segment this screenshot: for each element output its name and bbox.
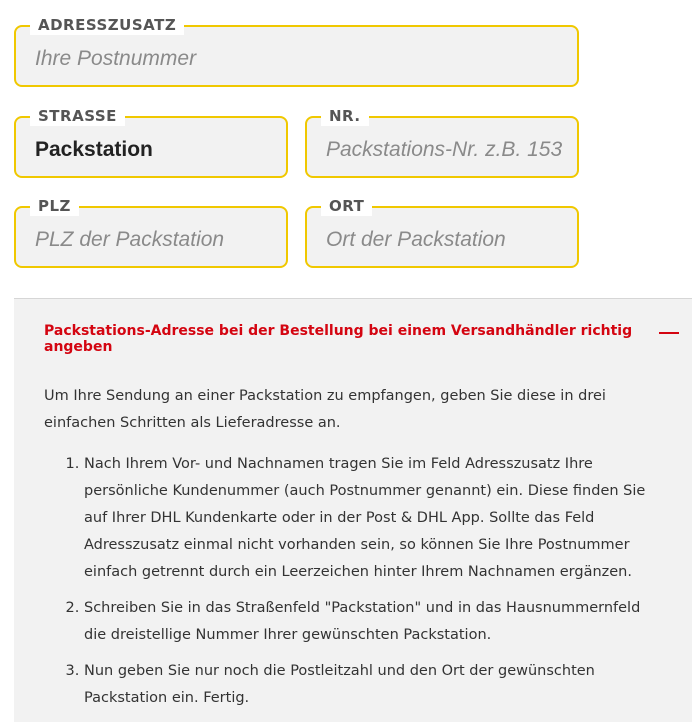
strasse-field[interactable] <box>14 107 288 178</box>
step-item: 3. Nun geben Sie nur noch die Postleitzahl und den Ort der gewünschten Packstation ein. Fertig. <box>84 658 654 712</box>
strasse-value[interactable]: Packstation <box>35 138 153 161</box>
ort-field[interactable] <box>305 197 579 268</box>
adresszusatz-field[interactable] <box>14 16 579 87</box>
strasse-label: STRASSE <box>30 106 125 126</box>
step-item: 1. Nach Ihrem Vor- und Nachnamen tragen Sie im Feld Adresszusatz Ihre persönliche Kundenummer (auch Postnummer genannt) ein. Diese finden Sie auf Ihrer DHL Kundenkarte oder in der Post & DHL App. Sollte das Feld Adresszusatz einmal nicht vorhanden sein, so können Sie Ihre Postnummer einfach getrennt durch ein Leerzeichen hinter Ihrem Nachnamen ergänzen. <box>84 451 654 586</box>
steps-list <box>44 451 654 712</box>
step-item: 2. Schreiben Sie in das Straßenfeld "Packstation" und in das Hausnummernfeld die dreistellige Nummer Ihrer gewünschten Packstation. <box>84 595 654 649</box>
nr-placeholder[interactable]: Packstations-Nr. z.B. 153 <box>326 138 563 161</box>
adresszusatz-label: ADRESSZUSATZ <box>30 15 184 35</box>
plz-placeholder[interactable]: PLZ der Packstation <box>35 228 225 251</box>
nr-label: NR. <box>321 106 369 126</box>
ort-placeholder[interactable]: Ort der Packstation <box>326 228 506 251</box>
minus-icon[interactable] <box>659 332 679 334</box>
accordion-intro: Um Ihre Sendung an einer Packstation zu empfangen, geben Sie diese in drei einfachen Schritten als Lieferadresse an. <box>44 388 606 431</box>
plz-label: PLZ <box>30 196 79 216</box>
accordion-title[interactable]: Packstations-Adresse bei der Bestellung bei einem Versandhändler richtig angeben <box>44 323 633 355</box>
accordion-body <box>44 383 654 721</box>
packstation-accordion <box>14 298 692 722</box>
adresszusatz-placeholder[interactable]: Ihre Postnummer <box>35 47 197 70</box>
nr-field[interactable] <box>305 107 579 178</box>
accordion-header[interactable] <box>14 299 692 365</box>
ort-label: ORT <box>321 196 372 216</box>
plz-field[interactable] <box>14 197 288 268</box>
